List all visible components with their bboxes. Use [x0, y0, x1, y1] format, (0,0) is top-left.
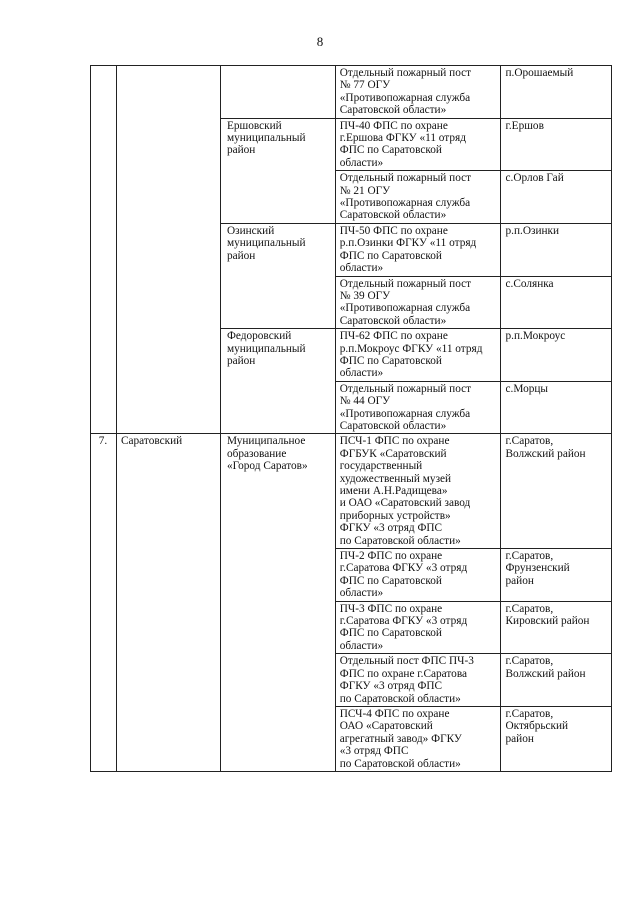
garrison-cell: [116, 66, 220, 434]
location-cell: г.Саратов, Фрунзенский район: [501, 549, 612, 602]
district-cell: Муниципальное образование «Город Саратов»: [220, 434, 335, 772]
table-row: [91, 66, 612, 119]
post-cell: ПЧ-50 ФПС по охране р.п.Озинки ФГКУ «11 отряд ФПС по Саратовской области»: [335, 223, 501, 276]
location-cell: с.Орлов Гай: [501, 171, 612, 224]
post-cell: ПЧ-2 ФПС по охране г.Саратова ФГКУ «3 отряд ФПС по Саратовской области»: [335, 549, 501, 602]
post-cell: Отдельный пожарный пост № 21 ОГУ «Противопожарная служба Саратовской области»: [335, 171, 501, 224]
post-cell: Отдельный пожарный пост № 77 ОГУ «Противопожарная служба Саратовской области»: [335, 66, 501, 119]
district-cell: Федоровский муниципальный район: [220, 329, 335, 434]
location-cell: г.Саратов, Кировский район: [501, 601, 612, 654]
post-cell: ПЧ-62 ФПС по охране р.п.Мокроус ФГКУ «11 отряд ФПС по Саратовской области»: [335, 329, 501, 382]
garrison-cell: Саратовский: [116, 434, 220, 772]
table-row: [91, 434, 612, 549]
fire-posts-table: [90, 65, 612, 772]
district-cell: [220, 66, 335, 119]
post-cell: ПЧ-40 ФПС по охране г.Ершова ФГКУ «11 отряд ФПС по Саратовской области»: [335, 118, 501, 171]
page-number: 8: [316, 34, 324, 49]
location-cell: с.Солянка: [501, 276, 612, 329]
row-number-cell: 7.: [91, 434, 117, 772]
location-cell: р.п.Озинки: [501, 223, 612, 276]
location-cell: г.Саратов, Волжский район: [501, 654, 612, 707]
location-cell: г.Саратов, Волжский район: [501, 434, 612, 549]
location-cell: г.Саратов, Октябрьский район: [501, 706, 612, 771]
location-cell: п.Орошаемый: [501, 66, 612, 119]
district-cell: Озинский муниципальный район: [220, 223, 335, 328]
post-cell: Отдельный пожарный пост № 39 ОГУ «Противопожарная служба Саратовской области»: [335, 276, 501, 329]
post-cell: ПСЧ-4 ФПС по охране ОАО «Саратовский агрегатный завод» ФГКУ «3 отряд ФПС по Саратовской области»: [335, 706, 501, 771]
post-cell: ПСЧ-1 ФПС по охране ФГБУК «Саратовский государственный художественный музей имени А.Н.Радищева» и ОАО «Саратовский завод приборных устройств» ФГКУ «3 отряд ФПС по Саратовской области»: [335, 434, 501, 549]
post-cell: ПЧ-3 ФПС по охране г.Саратова ФГКУ «3 отряд ФПС по Саратовской области»: [335, 601, 501, 654]
location-cell: р.п.Мокроус: [501, 329, 612, 382]
post-cell: Отдельный пожарный пост № 44 ОГУ «Противопожарная служба Саратовской области»: [335, 381, 501, 434]
location-cell: с.Морцы: [501, 381, 612, 434]
location-cell: г.Ершов: [501, 118, 612, 171]
post-cell: Отдельный пост ФПС ПЧ-3 ФПС по охране г.Саратова ФГКУ «3 отряд ФПС по Саратовской области»: [335, 654, 501, 707]
row-number-cell: [91, 66, 117, 434]
district-cell: Ершовский муниципальный район: [220, 118, 335, 223]
